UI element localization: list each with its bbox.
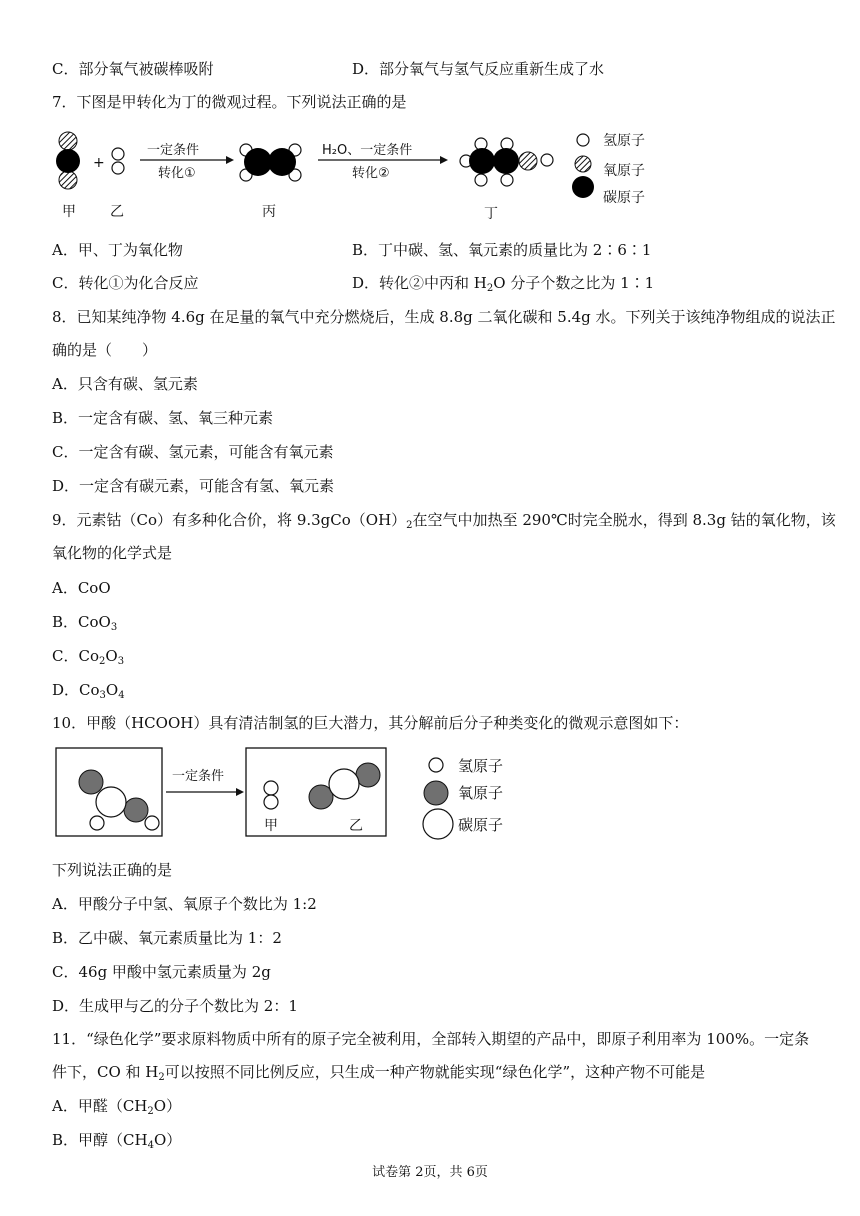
reaction-arrow-head (236, 788, 244, 796)
carbon-legend-icon (572, 176, 594, 198)
q9-option-b: B．CoO$_3$ (52, 613, 118, 633)
legend-hydrogen: 氢原子 (458, 757, 504, 775)
hydrogen-legend-icon (577, 134, 589, 146)
q10-option-d: D．生成甲与乙的分子个数比为 2：1 (52, 997, 298, 1015)
q7-stem: 7．下图是甲转化为丁的微观过程。下列说法正确的是 (52, 93, 407, 111)
hydrogen-atom (145, 816, 159, 830)
q10-option-b: B．乙中碳、氧元素质量比为 1：2 (52, 929, 282, 947)
label-ding: 丁 (484, 206, 498, 222)
q8-option-c: C．一定含有碳、氢元素，可能含有氧元素 (52, 443, 334, 461)
oxygen-atom (59, 132, 77, 150)
molecule-formic-acid (79, 770, 159, 830)
hydrogen-atom (90, 816, 104, 830)
q8-stem-line1: 8．已知某纯净物 4.6g 在足量的氧气中充分燃烧后，生成 8.8g 二氧化碳和 5.4g 水。下列关于该纯净物组成的说法正 (52, 308, 836, 326)
q7-option-b: B．丁中碳、氢、氧元素的质量比为 2∶6∶1 (352, 241, 652, 259)
molecule-yi-co2 (309, 763, 380, 809)
oxygen-atom (59, 171, 77, 189)
q9-stem-line1: 9．元素钴（Co）有多种化合价，将 $9.3gCo(OH)_2$在空气中加热至 290℃时完全脱水，得到 8.3g 钴的氧化物，该 (52, 511, 836, 531)
legend-oxygen: 氧原子 (458, 784, 504, 802)
hydrogen-atom (541, 154, 553, 166)
label-jia: 甲 (62, 204, 76, 220)
legend-carbon: 碳原子 (603, 190, 645, 206)
q8-stem-line2: 确的是（ ） (52, 341, 158, 359)
oxygen-atom (356, 763, 380, 787)
q9-stem-line2: 氧化物的化学式是 (52, 544, 173, 562)
label-yi: 乙 (349, 818, 363, 834)
q11-stem-line1: 11．“绿色化学”要求原料物质中所有的原子完全被利用，全部转入期望的产品中，即原子利用率为 100%。一定条 (52, 1030, 810, 1048)
q9-option-a: A．CoO (52, 579, 111, 597)
q10-after-text: 下列说法正确的是 (52, 861, 173, 879)
hydrogen-atom (475, 174, 487, 186)
oxygen-atom (124, 798, 148, 822)
hydrogen-legend-icon (429, 758, 443, 772)
q9-option-d: D．$Co_3O_4$ (52, 681, 125, 701)
legend-oxygen: 氧原子 (603, 163, 645, 179)
q10-option-c: C．46g 甲酸中氢元素质量为 2g (52, 963, 271, 981)
legend-carbon: 碳原子 (458, 816, 504, 834)
hydrogen-atom (264, 795, 278, 809)
q11-stem-line2: 件下，CO 和 $H_2$可以按照不同比例反应，只生成一种产物就能实现“绿色化学”，这种产物不可能是 (52, 1063, 706, 1083)
molecule-jia (56, 132, 80, 189)
carbon-legend-icon (423, 809, 453, 839)
q10-stem: 10．甲酸（HCOOH）具有清洁制氢的巨大潜力，其分解前后分子种类变化的微观示意图如下： (52, 714, 689, 732)
q6-option-d: D．部分氧气与氢气反应重新生成了水 (352, 60, 605, 78)
q8-option-a: A．只含有碳、氢元素 (52, 375, 198, 393)
q7-option-d: D．转化②中丙和 $H_2O$ 分子个数之比为 1∶1 (352, 274, 655, 294)
q8-option-d: D．一定含有碳元素，可能含有氢、氧元素 (52, 477, 335, 495)
carbon-atom (96, 787, 126, 817)
carbon-atom (244, 148, 272, 176)
condition-label: 一定条件 (172, 769, 225, 784)
q8-option-b: B．一定含有碳、氢、氧三种元素 (52, 409, 274, 427)
q9-option-c: C．$Co_2O_3$ (52, 647, 125, 667)
molecule-yi (112, 148, 124, 174)
condition-1-bottom: 转化① (158, 166, 196, 181)
molecule-jia-h2 (264, 781, 278, 809)
q7-option-a: A．甲、丁为氧化物 (52, 241, 183, 259)
q10-option-a: A．甲酸分子中氢、氧原子个数比为 1:2 (52, 895, 317, 913)
hydrogen-atom (501, 174, 513, 186)
oxygen-legend-icon (424, 781, 448, 805)
q7-diagram (0, 122, 860, 232)
carbon-atom (329, 769, 359, 799)
molecule-bing (240, 144, 301, 181)
label-yi: 乙 (110, 204, 124, 220)
oxygen-legend-icon (575, 156, 591, 172)
q7-legend (572, 133, 645, 206)
q10-legend (423, 757, 503, 839)
label-jia: 甲 (264, 818, 278, 834)
oxygen-atom (519, 152, 537, 170)
q11-option-a: A．甲醛$(CH_2O)$ (52, 1097, 182, 1117)
carbon-atom (56, 149, 80, 173)
page-footer: 试卷第 2页，共 6页 (372, 1165, 488, 1180)
hydrogen-atom (264, 781, 278, 795)
carbon-atom (469, 148, 495, 174)
carbon-atom (493, 148, 519, 174)
plus-sign: + (93, 155, 105, 171)
molecule-ding (460, 138, 553, 186)
hydrogen-atom (112, 162, 124, 174)
q6-option-c: C．部分氧气被碳棒吸附 (52, 60, 214, 78)
legend-hydrogen: 氢原子 (603, 133, 645, 149)
hydrogen-atom (112, 148, 124, 160)
condition-1-top: 一定条件 (147, 143, 200, 158)
arrow-2-head (440, 156, 448, 164)
oxygen-atom (79, 770, 103, 794)
q10-diagram (0, 740, 860, 840)
carbon-atom (268, 148, 296, 176)
q11-option-b: B．甲醇$(CH_4O)$ (52, 1131, 182, 1151)
arrow-1-head (226, 156, 234, 164)
label-bing: 丙 (262, 204, 276, 220)
condition-2-bottom: 转化② (352, 166, 390, 181)
condition-2-top: H₂O、一定条件 (322, 143, 413, 158)
q7-option-c: C．转化①为化合反应 (52, 274, 199, 292)
